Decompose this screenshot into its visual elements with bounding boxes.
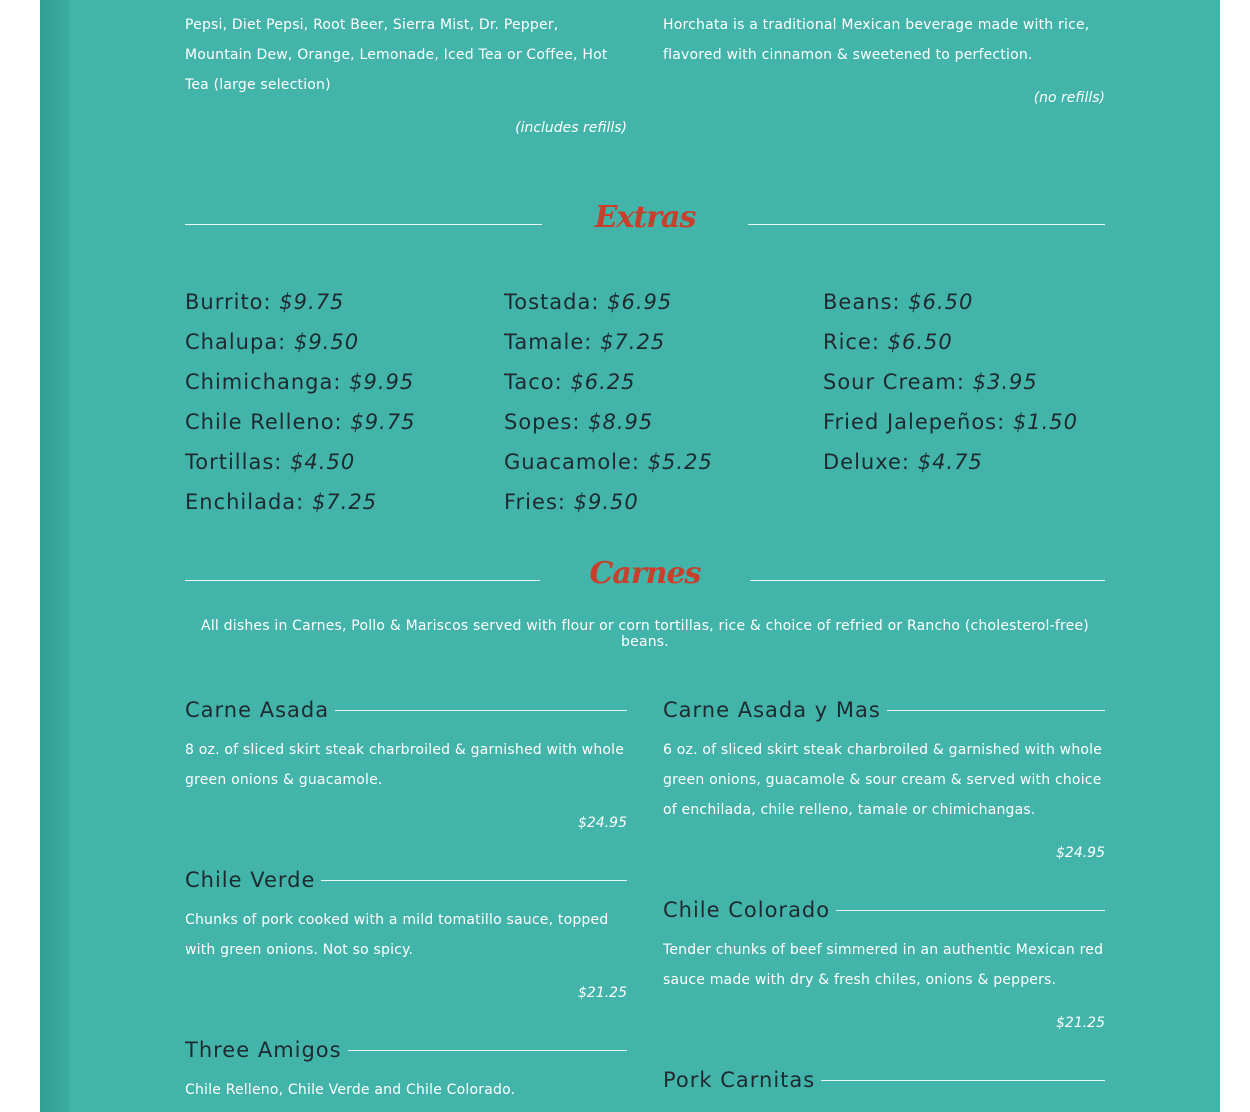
extras-item: Chile Relleno: $9.75 [185,410,416,434]
menu-item-name: Pork Carnitas [663,1065,821,1095]
menu-item-description: Tender chunks of beef simmered in an authentic Mexican red sauce made with dry & fresh chiles, onions & peppers. [663,942,1104,988]
carnes-section-header [185,556,1105,606]
menu-item-name: Chile Colorado [663,895,836,925]
horchata-item [663,10,1105,106]
menu-item-price: $21.25 [1056,1015,1105,1031]
menu-item-description: Chunks of pork cooked with a mild tomatillo sauce, topped with green onions. Not so spicy. [185,912,609,958]
extras-item: Sopes: $8.95 [504,410,654,434]
horchata-refill-note: (no refills) [1033,90,1105,106]
sodas-item [185,10,627,136]
menu-item-price: $24.95 [1056,845,1105,861]
extras-item: Taco: $6.25 [504,370,636,394]
extras-item: Fries: $9.50 [504,490,639,514]
menu-item-description: Chile Relleno, Chile Verde and Chile Colorado. [185,1082,516,1098]
menu-item-price: $21.25 [578,985,627,1001]
menu-item-name: Carne Asada y Mas [663,695,887,725]
extras-item: Fried Jalepeños: $1.50 [823,410,1078,434]
menu-item-name: Chile Verde [185,865,321,895]
menu-content [185,0,1105,1112]
menu-item [663,695,1105,861]
menu-item-name: Three Amigos [185,1035,348,1065]
menu-item-name: Carne Asada [185,695,335,725]
divider-line [750,580,1105,581]
sodas-description: Pepsi, Diet Pepsi, Root Beer, Sierra Mist, Dr. Pepper, Mountain Dew, Orange, Lemonade, Iced Tea or Coffee, Hot Tea (large selection) [185,17,608,93]
extras-item: Tamale: $7.25 [504,330,666,354]
menu-item [663,895,1105,1031]
extras-column [185,282,415,522]
menu-item [185,1035,627,1105]
menu-item-price: $24.95 [578,815,627,831]
extras-item: Chimichanga: $9.95 [185,370,415,394]
extras-column [504,282,713,522]
extras-item: Tostada: $6.95 [504,290,673,314]
extras-item: Burrito: $9.75 [185,290,345,314]
extras-item: Sour Cream: $3.95 [823,370,1038,394]
extras-item: Enchilada: $7.25 [185,490,378,514]
menu-item-description: 8 oz. of sliced skirt steak charbroiled & garnished with whole green onions & guacamole. [185,742,625,788]
menu-item [185,865,627,1001]
extras-item: Tortillas: $4.50 [185,450,356,474]
horchata-description: Horchata is a traditional Mexican beverage made with rice, flavored with cinnamon & sweetened to perfection. [663,17,1090,63]
extras-section-header [185,200,1105,250]
sodas-refill-note: (includes refills) [515,120,627,136]
extras-item: Deluxe: $4.75 [823,450,983,474]
carnes-intro: All dishes in Carnes, Pollo & Mariscos served with flour or corn tortillas, rice & choice of refried or Rancho (cholesterol-free) beans. [201,618,1089,650]
extras-item: Guacamole: $5.25 [504,450,713,474]
section-title: Carnes [589,556,701,591]
section-title: Extras [594,200,696,235]
extras-item: Rice: $6.50 [823,330,953,354]
extras-item: Chalupa: $9.50 [185,330,360,354]
divider-line [748,224,1105,225]
extras-column [823,282,1078,482]
menu-item [185,695,627,831]
menu-item-description: 6 oz. of sliced skirt steak charbroiled & garnished with whole green onions, guacamole & sour cream & served with choice of enchilada, chile relleno, tamale or chimichangas. [663,742,1103,818]
extras-item: Beans: $6.50 [823,290,974,314]
menu-item [663,1065,1105,1095]
